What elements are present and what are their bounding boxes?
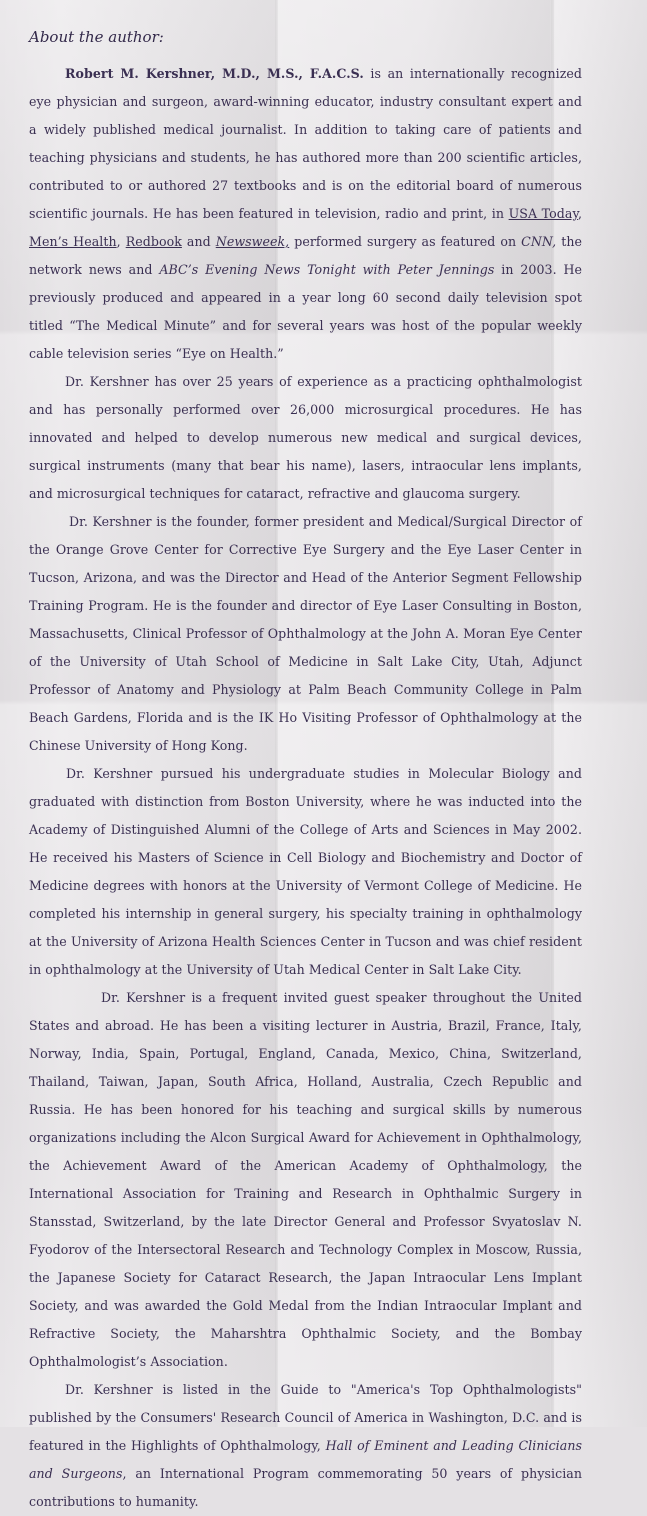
publication-hall-of-eminent: Hall of Eminent and Leading Clinicians and Surgeons — [29, 1438, 582, 1481]
publication-mens-health: Men’s Health — [29, 234, 117, 249]
bio-paragraph-education: Dr. Kershner pursued his undergraduate studies in Molecular Biology and graduated with distinction from Boston University, where he was inducted into the Academy of Distinguished Alumni of the College of Arts and Sciences in May 2002. He received his Masters of Science in Cell Biology and Biochemistry and Doctor of Medicine degrees with honors at the University of Vermont College of Medicine. He completed his internship in general surgery, his specialty training in ophthalmology at the University of Arizona Health Sciences Center in Tucson and was chief resident in ophthalmology at the University of Utah Medical Center in Salt Lake City. — [29, 766, 582, 977]
bio-paragraph-experience: Dr. Kershner has over 25 years of experience as a practicing ophthalmologist and has personally performed over 26,000 microsurgical procedures. He has innovated and helped to develop numerous new medical and surgical devices, surgical instruments (many that bear his name), lasers, intraocular lens implants, and microsurgical techniques for cataract, refractive and glaucoma surgery. — [29, 374, 582, 501]
section-heading: About the author: — [29, 28, 164, 46]
bio-paragraph-recognition: Dr. Kershner is listed in the Guide to "America's Top Ophthalmologists" published by the Consumers' Research Council of America in Washington, D.C. and is featured in the Highlights of Ophthalmology, Hall of Eminent and Leading Clinicians and Surgeons, an International Program commemorating 50 years of physician contributions to humanity. — [29, 1382, 582, 1509]
bio-paragraph-intro: Robert M. Kershner, M.D., M.S., F.A.C.S. is an internationally recognized eye physician and surgeon, award-winning educator, industry consultant expert and a widely published medical journalist. In addition to taking care of patients and teaching physicians and students, he has authored more than 200 scientific articles, contributed to or authored 27 textbooks and is on the editorial board of numerous scientific journals. He has been featured in television, radio and print, in USA Today, Men’s Health, Redbook and Newsweek, performed surgery as featured on CNN, the network news and ABC’s Evening News Tonight with Peter Jennings in 2003. He previously produced and appeared in a year long 60 second daily television spot titled “The Medical Minute” and for several years was host of the popular weekly cable television series “Eye on Health.” — [29, 66, 583, 361]
bio-paragraph-positions: Dr. Kershner is the founder, former president and Medical/Surgical Director of the Orange Grove Center for Corrective Eye Surgery and the Eye Laser Center in Tucson, Arizona, and was the Director and Head of the Anterior Segment Fellowship Training Program. He is the founder and director of Eye Laser Consulting in Boston, Massachusetts, Clinical Professor of Ophthalmology at the John A. Moran Eye Center of the University of Utah School of Medicine in Salt Lake City, Utah, Adjunct Professor of Anatomy and Physiology at Palm Beach Community College in Palm Beach Gardens, Florida and is the IK Ho Visiting Professor of Ophthalmology at the Chinese University of Hong Kong. — [29, 514, 582, 753]
author-name: Robert M. Kershner, M.D., M.S., F.A.C.S. — [65, 66, 364, 81]
network-cnn: CNN, — [521, 234, 557, 249]
program-abc-news: ABC’s Evening News Tonight with Peter Jennings — [159, 262, 495, 277]
publication-redbook: Redbook — [125, 234, 182, 249]
publication-usa-today: USA Today — [508, 206, 578, 221]
bio-paragraph-honors: Dr. Kershner is a frequent invited guest speaker throughout the United States and abroad. He has been a visiting lecturer in Austria, Brazil, France, Italy, Norway, India, Spain, Portugal, England, Canada, Mexico, China, Switzerland, Thailand, Taiwan, Japan, South Africa, Holland, Australia, Czech Republic and Russia. He has been honored for his teaching and surgical skills by numerous organizations including the Alcon Surgical Award for Achievement in Ophthalmology, the Achievement Award of the American Academy of Ophthalmology, the International Association for Training and Research in Ophthalmic Surgery in Stansstad, Switzerland, by the late Director General and Professor Svyatoslav N. Fyodorov of the Intersectoral Research and Technology Complex in Moscow, Russia, the Japanese Society for Cataract Research, the Japan Intraocular Lens Implant Society, and was awarded the Gold Medal from the Indian Intraocular Implant and Refractive Society, the Maharshtra Ophthalmic Society, and the Bombay Ophthalmologist’s Association. — [29, 990, 582, 1369]
author-bio — [29, 22, 582, 1516]
publication-newsweek: Newsweek, — [215, 234, 290, 249]
